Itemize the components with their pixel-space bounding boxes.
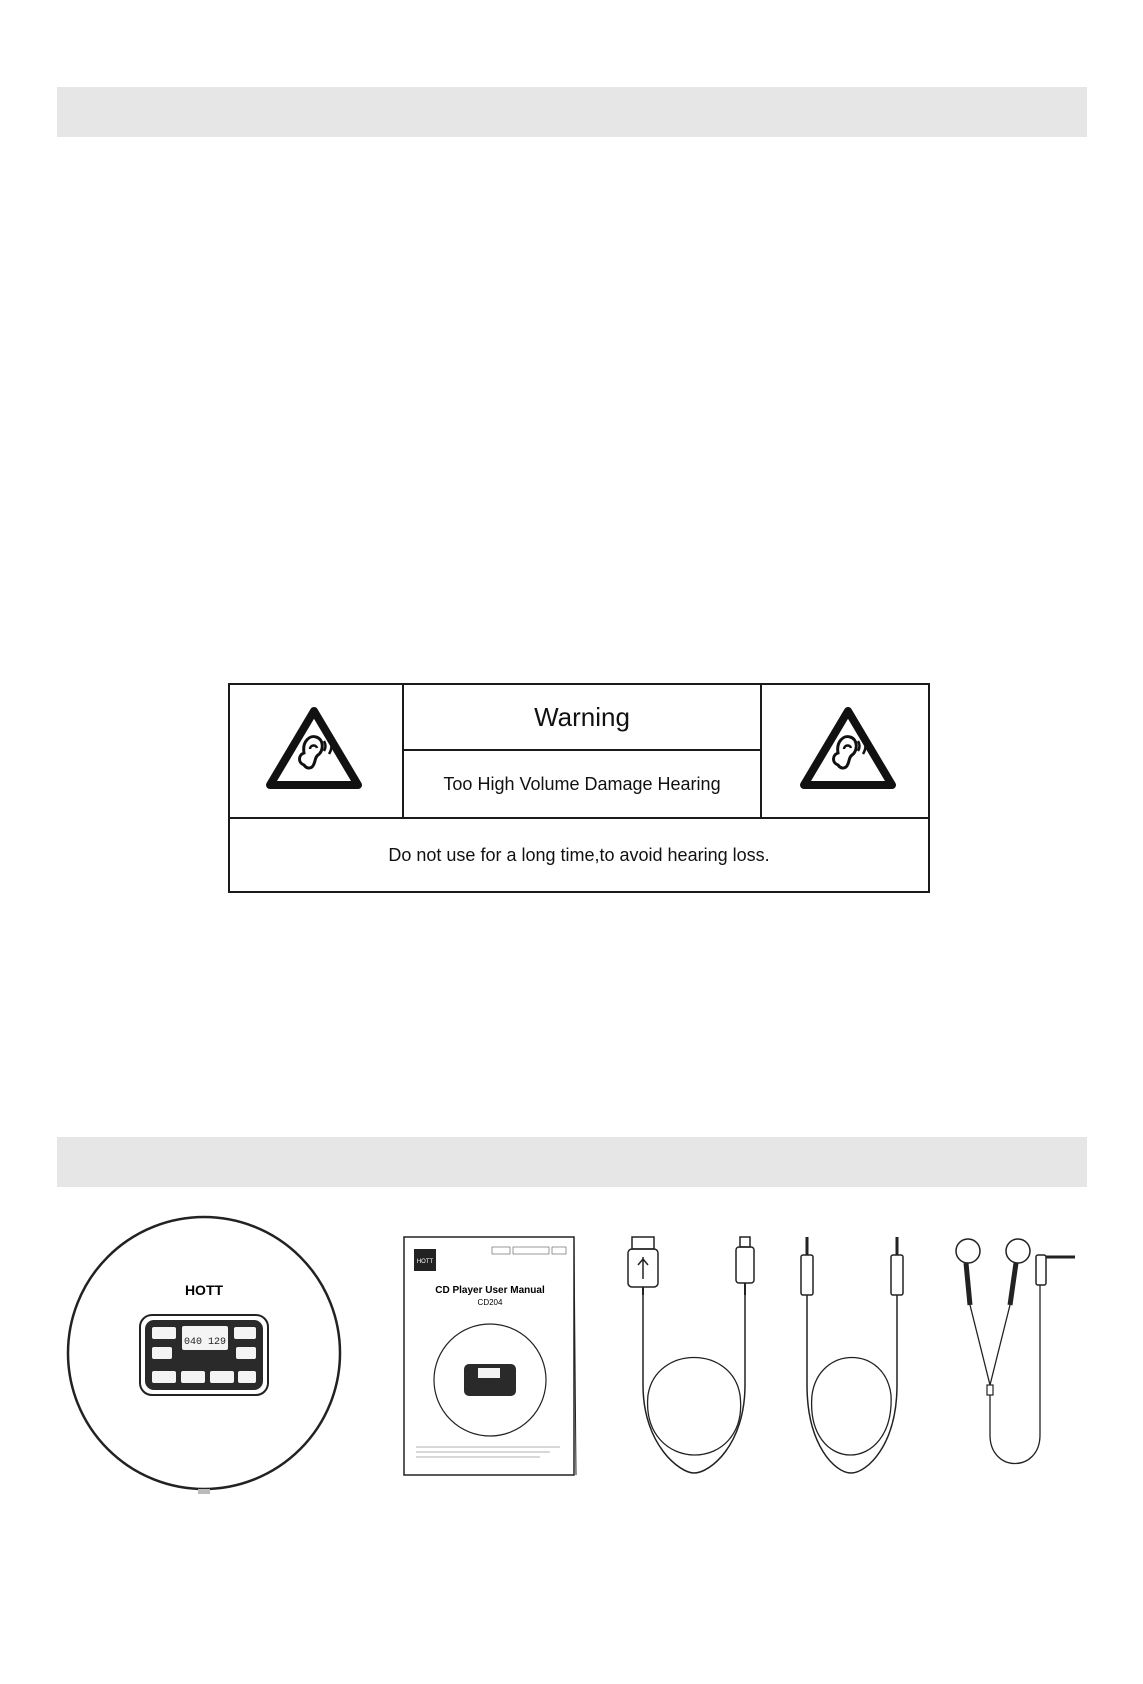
manual-brand: HOTT xyxy=(416,1259,434,1265)
usb-cable-illustration xyxy=(620,1235,770,1485)
player-brand: HOTT xyxy=(184,1282,224,1298)
section-header-bar-top xyxy=(57,87,1087,137)
warning-note: Do not use for a long time,to avoid hearing loss. xyxy=(388,844,770,865)
aux-cable-illustration xyxy=(785,1235,915,1485)
player-display: 040 129 xyxy=(183,1337,227,1348)
package-contents xyxy=(60,1205,1090,1495)
warning-title: Warning xyxy=(534,701,630,732)
earphones-illustration xyxy=(950,1235,1090,1485)
ear-warning-triangle-icon xyxy=(798,705,898,791)
section-header-bar-bottom xyxy=(57,1137,1087,1187)
table-divider xyxy=(760,685,762,817)
ear-warning-triangle-icon xyxy=(264,705,364,791)
manual-title: CD Player User Manual xyxy=(435,1285,545,1296)
manual-model: CD204 xyxy=(477,1298,503,1307)
warning-subtitle: Too High Volume Damage Hearing xyxy=(443,773,721,794)
warning-table xyxy=(228,683,930,893)
user-manual-illustration xyxy=(400,1235,580,1480)
cd-player-illustration xyxy=(64,1215,344,1495)
